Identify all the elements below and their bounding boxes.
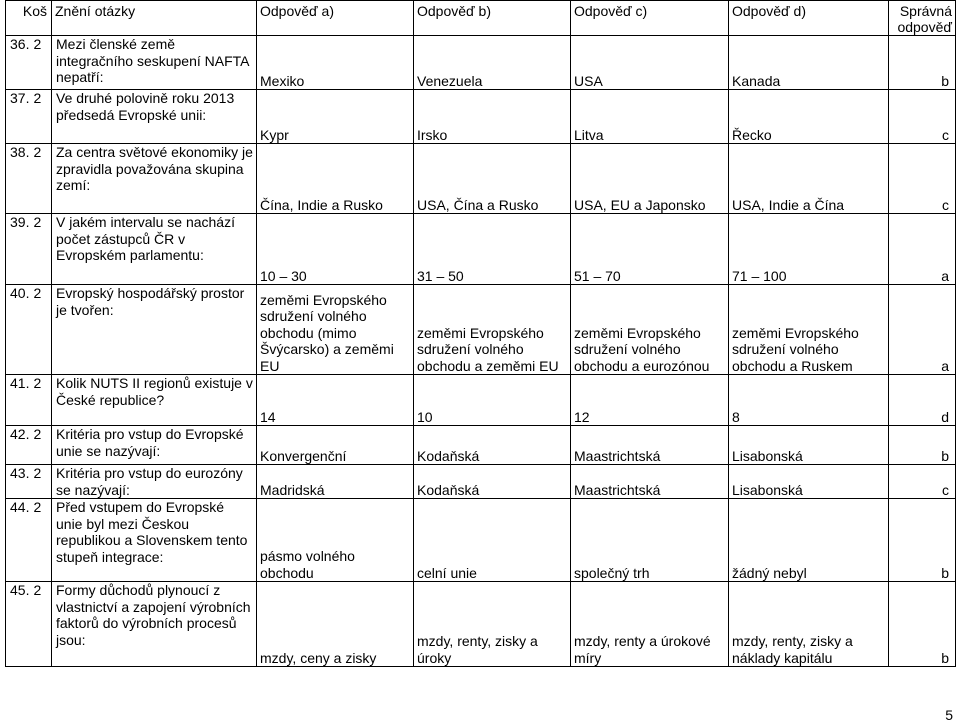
answer-c: Maastrichtská [571, 465, 729, 499]
question-number: 43. [6, 465, 34, 499]
basket-number: 2 [34, 426, 52, 465]
answer-a: 10 – 30 [257, 214, 414, 285]
answer-d: Kanada [729, 36, 889, 90]
answer-b: USA, Čína a Rusko [414, 144, 571, 214]
answer-a: mzdy, ceny a zisky [257, 582, 414, 667]
answer-b: Venezuela [414, 36, 571, 90]
answer-a: Mexiko [257, 36, 414, 90]
correct-answer: a [889, 285, 956, 375]
correct-answer: c [889, 465, 956, 499]
answer-d: 71 – 100 [729, 214, 889, 285]
header-answer-c: Odpověď c) [571, 1, 729, 36]
correct-answer: d [889, 375, 956, 426]
question-text: Formy důchodů plynoucí z vlastnictví a zapojení výrobních faktorů do výrobních procesů jsou: [52, 582, 257, 667]
question-text: Za centra světové ekonomiky je zpravidla považována skupina zemí: [52, 144, 257, 214]
correct-answer: b [889, 582, 956, 667]
answer-a: 14 [257, 375, 414, 426]
answer-d: mzdy, renty, zisky a náklady kapitálu [729, 582, 889, 667]
question-text: Kolik NUTS II regionů existuje v České republice? [52, 375, 257, 426]
table-row [6, 36, 956, 90]
answer-c: mzdy, renty a úrokové míry [571, 582, 729, 667]
answer-c: společný trh [571, 499, 729, 582]
table-row [6, 90, 956, 144]
header-question: Znění otázky [52, 1, 257, 36]
header-kos: Koš [6, 1, 52, 36]
correct-answer: b [889, 426, 956, 465]
answer-c: USA [571, 36, 729, 90]
question-text: Kritéria pro vstup do Evropské unie se nazývají: [52, 426, 257, 465]
question-number: 41. [6, 375, 34, 426]
question-number: 42. [6, 426, 34, 465]
header-answer-b: Odpověď b) [414, 1, 571, 36]
table-row [6, 285, 956, 375]
answer-c: Litva [571, 90, 729, 144]
table-row [6, 465, 956, 499]
header-row [6, 1, 956, 36]
table-row [6, 426, 956, 465]
question-text: Kritéria pro vstup do eurozóny se nazývají: [52, 465, 257, 499]
answer-b: Irsko [414, 90, 571, 144]
answer-b: mzdy, renty, zisky a úroky [414, 582, 571, 667]
question-number: 45. [6, 582, 34, 667]
answer-a: zeměmi Evropského sdružení volného obchodu (mimo Švýcarsko) a zeměmi EU [257, 285, 414, 375]
question-number: 39. [6, 214, 34, 285]
answer-d: žádný nebyl [729, 499, 889, 582]
basket-number: 2 [34, 285, 52, 375]
answer-a: Konvergenční [257, 426, 414, 465]
page-number: 5 [945, 707, 953, 723]
answer-c: USA, EU a Japonsko [571, 144, 729, 214]
quiz-table [5, 0, 956, 667]
basket-number: 2 [34, 465, 52, 499]
table-row [6, 375, 956, 426]
answer-a: pásmo volného obchodu [257, 499, 414, 582]
answer-a: Madridská [257, 465, 414, 499]
basket-number: 2 [34, 90, 52, 144]
answer-a: Čína, Indie a Rusko [257, 144, 414, 214]
answer-d: 8 [729, 375, 889, 426]
table-row [6, 214, 956, 285]
question-text: Před vstupem do Evropské unie byl mezi Českou republikou a Slovenskem tento stupeň integrace: [52, 499, 257, 582]
correct-answer: b [889, 499, 956, 582]
header-correct: Správná odpověď [889, 1, 956, 36]
basket-number: 2 [34, 144, 52, 214]
header-answer-a: Odpověď a) [257, 1, 414, 36]
basket-number: 2 [34, 499, 52, 582]
answer-b: zeměmi Evropského sdružení volného obchodu a zeměmi EU [414, 285, 571, 375]
answer-b: 31 – 50 [414, 214, 571, 285]
table-row [6, 582, 956, 667]
answer-d: Lisabonská [729, 426, 889, 465]
question-text: Evropský hospodářský prostor je tvořen: [52, 285, 257, 375]
basket-number: 2 [34, 214, 52, 285]
answer-b: Kodaňská [414, 426, 571, 465]
answer-d: Řecko [729, 90, 889, 144]
table-row [6, 499, 956, 582]
answer-d: Lisabonská [729, 465, 889, 499]
answer-c: 51 – 70 [571, 214, 729, 285]
question-text: Ve druhé polovině roku 2013 předsedá Evropské unii: [52, 90, 257, 144]
answer-c: 12 [571, 375, 729, 426]
question-text: Mezi členské země integračního seskupení NAFTA nepatří: [52, 36, 257, 90]
correct-answer: a [889, 214, 956, 285]
answer-c: zeměmi Evropského sdružení volného obchodu a eurozónou [571, 285, 729, 375]
question-number: 37. [6, 90, 34, 144]
correct-answer: c [889, 90, 956, 144]
question-number: 38. [6, 144, 34, 214]
answer-b: 10 [414, 375, 571, 426]
header-answer-d: Odpověď d) [729, 1, 889, 36]
answer-d: USA, Indie a Čína [729, 144, 889, 214]
question-number: 36. [6, 36, 34, 90]
table-row [6, 144, 956, 214]
question-number: 40. [6, 285, 34, 375]
answer-b: Kodaňská [414, 465, 571, 499]
basket-number: 2 [34, 36, 52, 90]
answer-d: zeměmi Evropského sdružení volného obchodu a Ruskem [729, 285, 889, 375]
basket-number: 2 [34, 375, 52, 426]
correct-answer: b [889, 36, 956, 90]
correct-answer: c [889, 144, 956, 214]
question-text: V jakém intervalu se nachází počet zástupců ČR v Evropském parlamentu: [52, 214, 257, 285]
basket-number: 2 [34, 582, 52, 667]
question-number: 44. [6, 499, 34, 582]
answer-a: Kypr [257, 90, 414, 144]
answer-b: celní unie [414, 499, 571, 582]
answer-c: Maastrichtská [571, 426, 729, 465]
